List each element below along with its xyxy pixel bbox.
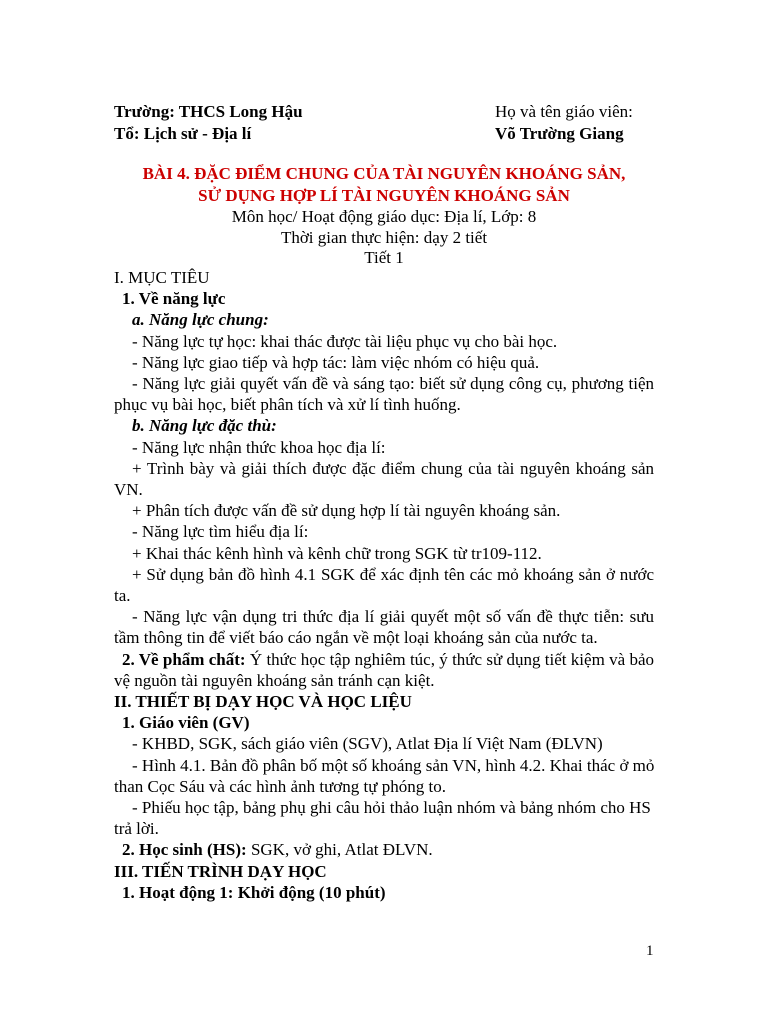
text-line bbox=[122, 883, 386, 903]
text-line bbox=[114, 777, 446, 797]
text-line bbox=[122, 650, 654, 670]
text-line bbox=[132, 332, 557, 352]
line-text: - Năng lực giao tiếp và hợp tác: làm việc nhóm có hiệu quả. bbox=[132, 352, 540, 372]
inline-heading: 2. Học sinh (HS): bbox=[122, 840, 247, 860]
text-line bbox=[132, 353, 539, 373]
subject-line: Môn học/ Hoạt động giáo dục: Địa lí, Lớp: 8 bbox=[231, 207, 537, 226]
text-line bbox=[132, 607, 654, 627]
line-text: + Sử dụng bản đồ hình 4.1 SGK để xác định tên các mỏ khoáng sản ở nước bbox=[132, 564, 654, 584]
text-line bbox=[132, 756, 654, 776]
text-line bbox=[114, 862, 327, 882]
text-line bbox=[132, 798, 651, 818]
text-line bbox=[114, 395, 461, 415]
line-text: ta. bbox=[114, 586, 131, 605]
text-line bbox=[114, 692, 412, 712]
school-name: Trường: THCS Long Hậu bbox=[114, 102, 303, 121]
text-line bbox=[132, 459, 654, 479]
line-text: - Năng lực vận dụng tri thức địa lí giải quyết một số vấn đề thực tiễn: sưu bbox=[132, 607, 654, 627]
line-text: than Cọc Sáu và các hình ảnh tương tự phóng to. bbox=[114, 776, 446, 796]
line-text: III. TIẾN TRÌNH DẠY HỌC bbox=[114, 861, 327, 881]
line-text: + Trình bày và giải thích được đặc điểm chung của tài nguyên khoáng sản bbox=[132, 458, 654, 478]
text-line bbox=[132, 438, 386, 458]
line-text: I. MỤC TIÊU bbox=[114, 268, 210, 287]
lesson-title-line-1: BÀI 4. ĐẶC ĐIỂM CHUNG CỦA TÀI NGUYÊN KHOÁNG SẢN, bbox=[142, 164, 626, 183]
department-name: Tổ: Lịch sử - Địa lí bbox=[114, 124, 252, 143]
line-text: 1. Về năng lực bbox=[122, 289, 226, 309]
text-line bbox=[114, 671, 435, 691]
line-text: - Năng lực nhận thức khoa học địa lí: bbox=[132, 437, 386, 457]
line-text: + Khai thác kênh hình và kênh chữ trong SGK từ tr109-112. bbox=[132, 543, 542, 563]
line-text: tầm thông tin để viết báo cáo ngắn về một loại khoáng sản của nước ta. bbox=[114, 628, 598, 648]
text-line bbox=[132, 374, 654, 394]
text-line bbox=[132, 565, 654, 585]
teacher-label: Họ và tên giáo viên: bbox=[495, 102, 633, 121]
duration-line: Thời gian thực hiện: dạy 2 tiết bbox=[280, 228, 488, 247]
line-text: + Phân tích được vấn đề sử dụng hợp lí tài nguyên khoáng sản. bbox=[132, 501, 561, 521]
lesson-title-line-2: SỬ DỤNG HỢP LÍ TÀI NGUYÊN KHOÁNG SẢN bbox=[198, 186, 570, 205]
line-text: - Năng lực tìm hiểu địa lí: bbox=[132, 522, 309, 542]
teacher-name: Võ Trường Giang bbox=[495, 124, 624, 143]
text-line bbox=[132, 501, 560, 521]
text-line bbox=[114, 628, 598, 648]
inline-heading: 2. Về phẩm chất: bbox=[122, 649, 246, 669]
line-text: - KHBD, SGK, sách giáo viên (SGV), Atlat Địa lí Việt Nam (ĐLVN) bbox=[132, 734, 603, 754]
line-text: 1. Hoạt động 1: Khởi động (10 phút) bbox=[122, 882, 386, 902]
text-line bbox=[132, 416, 277, 436]
line-text: trả lời. bbox=[114, 819, 159, 839]
line-text: Ý thức học tập nghiêm túc, ý thức sử dụng tiết kiệm và bảo bbox=[249, 649, 654, 669]
line-text: - Năng lực giải quyết vấn đề và sáng tạo: biết sử dụng công cụ, phương tiện bbox=[132, 374, 654, 393]
text-line bbox=[122, 840, 433, 860]
line-text: a. Năng lực chung: bbox=[132, 310, 269, 330]
line-text: phục vụ bài học, biết phân tích và xử lí tình huống. bbox=[114, 395, 461, 415]
line-text: - Phiếu học tập, bảng phụ ghi câu hỏi thảo luận nhóm và bảng nhóm cho HS bbox=[132, 798, 651, 817]
line-text: VN. bbox=[114, 480, 143, 499]
text-line bbox=[114, 586, 131, 606]
line-text: - Hình 4.1. Bản đồ phân bố một số khoáng sản VN, hình 4.2. Khai thác ở mỏ bbox=[132, 755, 655, 775]
text-line bbox=[114, 268, 210, 288]
text-line bbox=[132, 522, 308, 542]
text-line bbox=[114, 480, 143, 500]
line-text: b. Năng lực đặc thù: bbox=[132, 416, 277, 436]
line-text: - Năng lực tự học: khai thác được tài liệu phục vụ cho bài học. bbox=[132, 331, 558, 351]
page-number: 1 bbox=[646, 943, 654, 959]
text-line bbox=[132, 310, 269, 330]
line-text: vệ nguồn tài nguyên khoáng sản tránh cạn kiệt. bbox=[114, 670, 435, 690]
period-line: Tiết 1 bbox=[364, 248, 404, 267]
line-text: II. THIẾT BỊ DẠY HỌC VÀ HỌC LIỆU bbox=[114, 692, 412, 711]
text-line bbox=[122, 713, 250, 733]
text-line bbox=[132, 734, 603, 754]
text-line bbox=[114, 819, 159, 839]
line-text: 1. Giáo viên (GV) bbox=[122, 713, 250, 733]
text-line bbox=[122, 289, 225, 309]
text-line bbox=[132, 544, 542, 564]
line-text: SGK, vở ghi, Atlat ĐLVN. bbox=[250, 840, 433, 860]
